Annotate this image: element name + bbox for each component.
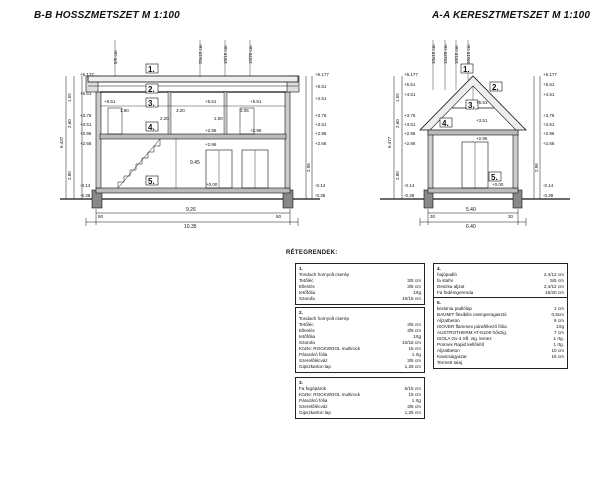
bb-span-dim: 9.45 bbox=[190, 160, 200, 166]
legend-layer-thickness: 3/5 cm bbox=[407, 278, 421, 283]
bb-bottom-dim-2: 10.35 bbox=[184, 224, 197, 230]
legend-layer-name: Közte: ROCKWOOL multirock bbox=[299, 346, 361, 351]
legend-group-5 bbox=[433, 297, 568, 369]
legend-layer-thickness: 1 cm bbox=[554, 306, 564, 311]
legend-layer-thickness: 1,25 cm bbox=[404, 410, 421, 415]
bb-floor-dim-2: 2.20 bbox=[160, 116, 169, 121]
bb-room-label-5: 5. bbox=[148, 177, 155, 186]
legend-group-3 bbox=[295, 377, 425, 419]
legend-layer-thickness: 15/20 cm bbox=[545, 290, 564, 295]
aa-wall-right bbox=[513, 128, 518, 188]
aa-attic-floor bbox=[428, 130, 518, 135]
aa-room-label-1: 1. bbox=[463, 65, 470, 74]
bb-roof-dim-3: 10/15 cm bbox=[223, 45, 228, 64]
legend-row bbox=[299, 296, 421, 302]
legend-group-number: 3. bbox=[299, 380, 303, 385]
legend-layer-thickness: 15 cm bbox=[551, 354, 564, 359]
bb-wall-left bbox=[96, 92, 101, 188]
aa-bottom-dim-1: 5.40 bbox=[466, 207, 476, 213]
aa-level-right-2: +5.51 bbox=[543, 82, 555, 87]
bb-level-right-4: +3.76 bbox=[315, 113, 327, 118]
aa-roof-dim-3: 10/15 cm bbox=[454, 45, 459, 64]
legend-layer-name: AUSTROTHERM AT-N100 hőszig. bbox=[437, 330, 508, 335]
bb-inner-level-6: +2.96 bbox=[205, 142, 217, 147]
legend-layer-thickness: 15 cm bbox=[408, 346, 421, 351]
aa-inner-level-1: +5.51 bbox=[476, 100, 488, 105]
legend-layer-name: Gipszkarton lap bbox=[299, 410, 331, 415]
aa-room-label-2: 2. bbox=[492, 83, 499, 92]
aa-floor-slab bbox=[428, 188, 518, 193]
legend-layer-thickness: 10 cm bbox=[551, 348, 564, 353]
legend-group-number: 2. bbox=[299, 310, 303, 315]
bb-level-right-3: +4.51 bbox=[315, 96, 327, 101]
legend-layer-thickness: 2,4/12 cm bbox=[543, 284, 564, 289]
legend-group-number: 1. bbox=[299, 266, 303, 271]
bb-bottom-dim-1: 9.26 bbox=[186, 207, 196, 213]
aa-level-right-6: +2.96 bbox=[543, 131, 555, 136]
legend-layer-thickness: 1rtg bbox=[413, 334, 421, 339]
bb-level-right-5: +3.51 bbox=[315, 122, 327, 127]
legend-layer-name: Aljzatbeton bbox=[437, 318, 460, 323]
legend-layer-thickness: 3/5 cm bbox=[407, 284, 421, 289]
legend-layer-thickness: 3/5 cm bbox=[407, 358, 421, 363]
aa-level-right-4: +3.76 bbox=[543, 113, 555, 118]
bb-level-left-4: +3.51 bbox=[80, 122, 92, 127]
bb-level-left-1: +6.177 bbox=[80, 72, 94, 77]
aa-level-left-1: +6.177 bbox=[404, 72, 418, 77]
bb-inner-level-7: +0.00 bbox=[206, 182, 218, 187]
legend-layer-name: Deszka aljzat bbox=[437, 284, 465, 289]
aa-level-right-9: -0.38 bbox=[543, 193, 554, 198]
legend-layer-thickness: 3/5 cm bbox=[407, 404, 421, 409]
bb-attic-floor bbox=[100, 134, 286, 139]
bb-vertical-dim-3: 2.60 bbox=[67, 119, 72, 128]
bb-roof-top bbox=[88, 76, 298, 82]
aa-level-left-3: +4.51 bbox=[404, 92, 416, 97]
aa-level-left-9: -0.38 bbox=[404, 193, 415, 198]
longitudinal-section-title: B-B HOSSZMETSZET M 1:100 bbox=[34, 10, 180, 21]
legend-layer-name: Ellenléc bbox=[299, 328, 316, 333]
legend-layer-name: kerámia padlólap bbox=[437, 306, 472, 311]
legend-layer-thickness: 1 rtg bbox=[411, 352, 421, 357]
legend-layer-thickness: 1,25 cm bbox=[404, 364, 421, 369]
aa-roof-dim-4: 10x15 cm bbox=[466, 44, 471, 64]
legend-layer-name: Pormex Rapid kellősítő bbox=[437, 342, 485, 347]
legend-layer-thickness: 3/5 cm bbox=[407, 328, 421, 333]
bb-side-dim-right: 50 bbox=[276, 214, 282, 219]
cross-section-title: A-A KERESZTMETSZET M 1:100 bbox=[432, 10, 591, 21]
legend-layer-name: Szarufa bbox=[299, 296, 315, 301]
aa-level-right-1: +6.177 bbox=[543, 72, 557, 77]
legend-group-number: 5. bbox=[437, 300, 441, 305]
aa-room-label-5: 5. bbox=[491, 173, 498, 182]
bb-inner-level-1: +5.51 bbox=[104, 99, 116, 104]
aa-level-left-8: -0.14 bbox=[404, 183, 415, 188]
aa-roof-dim-2: 15x20 cm bbox=[443, 44, 448, 64]
legend-layer-name: Tondach hornyolt cserép bbox=[299, 272, 350, 277]
legend-layer-name: Közte: ROCKWOOL multirock bbox=[299, 392, 361, 397]
bb-level-right-7: +2.66 bbox=[315, 141, 327, 146]
aa-vertical-dim-4: 2.96 bbox=[534, 163, 539, 172]
bb-side-dim-left: 50 bbox=[98, 214, 104, 219]
legend-layer-name: Aljzatbeton bbox=[437, 348, 460, 353]
bb-roof-dim-4: 15/20 cm bbox=[248, 45, 253, 64]
aa-level-left-6: +2.96 bbox=[404, 131, 416, 136]
aa-inner-level-4: +0.00 bbox=[492, 182, 504, 187]
aa-inner-level-3: +2.96 bbox=[476, 136, 488, 141]
legend-layer-thickness: 5/15 cm bbox=[404, 386, 421, 391]
aa-vertical-dim-2: 2.80 bbox=[395, 171, 400, 180]
bb-floor-slab bbox=[96, 188, 290, 193]
aa-level-right-3: +4.51 bbox=[543, 92, 555, 97]
bb-section bbox=[60, 40, 320, 226]
legend-layer-thickness: 1 rtg bbox=[411, 398, 421, 403]
legend-layer-thickness: 1rtg bbox=[413, 290, 421, 295]
legend-layer-thickness: 10/15 cm bbox=[402, 340, 421, 345]
aa-inner-level-2: +3.51 bbox=[476, 118, 488, 123]
aa-level-right-7: +2.66 bbox=[543, 141, 555, 146]
bb-level-right-1: +6.177 bbox=[315, 72, 329, 77]
aa-wall-left bbox=[428, 128, 433, 188]
bb-wall-right bbox=[285, 92, 290, 188]
bb-floor-dim-5: 3.05 bbox=[240, 108, 249, 113]
legend-layer-name: fa stafni bbox=[437, 278, 454, 283]
legend-row bbox=[437, 290, 564, 296]
bb-level-right-9: -0.38 bbox=[315, 193, 326, 198]
legend-layer-name: hajópadló bbox=[437, 272, 457, 277]
bb-inner-level-4: +2.96 bbox=[205, 128, 217, 133]
legend-layer-name: Párazáró fólia bbox=[299, 398, 328, 403]
aa-bottom-dim-2: 6.40 bbox=[466, 224, 476, 230]
bb-level-left-2: +5.51 bbox=[80, 91, 92, 96]
aa-level-left-5: +3.51 bbox=[404, 122, 416, 127]
legend-layer-thickness: 5/5 cm bbox=[550, 278, 564, 283]
bb-upper-partition-1 bbox=[168, 92, 171, 134]
aa-side-dim-right: 30 bbox=[508, 214, 514, 219]
bb-room-label-1: 1. bbox=[148, 65, 155, 74]
aa-level-left-4: +3.76 bbox=[404, 113, 416, 118]
legend-layer-name: Szerelőlécváz bbox=[299, 358, 328, 363]
legend-layer-name: tetőfólia bbox=[299, 334, 316, 339]
legend-layer-thickness: 6 cm bbox=[554, 318, 564, 323]
legend-row bbox=[299, 364, 421, 370]
bb-roof-dim-1: 5/5 cm bbox=[113, 50, 118, 64]
bb-level-left-5: +2.96 bbox=[80, 131, 92, 136]
bb-level-right-2: +5.51 bbox=[315, 84, 327, 89]
legend-layer-name: Tondach hornyolt cserép bbox=[299, 316, 350, 321]
aa-vertical-dim-3: 2.60 bbox=[395, 119, 400, 128]
legend-layer-name: Párazáró fólia bbox=[299, 352, 328, 357]
bb-level-left-3: +3.76 bbox=[80, 113, 92, 118]
bb-level-left-8: -0.38 bbox=[80, 193, 91, 198]
legend-layer-thickness: 10/15 cm bbox=[402, 296, 421, 301]
bb-vertical-dim-5: 1.55 bbox=[67, 93, 72, 102]
legend-layer-name: Tetőléc bbox=[299, 322, 314, 327]
bb-vertical-dim-1: 6.437 bbox=[59, 136, 64, 148]
bb-floor-dim-1: 1.90 bbox=[120, 108, 129, 113]
bb-inner-level-2: +5.51 bbox=[205, 99, 217, 104]
legend-layer-thickness: 0,5cm bbox=[551, 312, 564, 317]
bb-level-left-6: +2.66 bbox=[80, 141, 92, 146]
aa-side-dim-left: 30 bbox=[430, 214, 436, 219]
bb-vertical-dim-4: 2.96 bbox=[306, 163, 311, 172]
legend-layer-thickness: 1 rtg. bbox=[553, 336, 564, 341]
aa-level-right-5: +3.51 bbox=[543, 122, 555, 127]
bb-inner-level-5: +2.96 bbox=[250, 128, 262, 133]
bb-level-right-6: +2.96 bbox=[315, 131, 327, 136]
legend-layer-name: Ellenléc bbox=[299, 284, 316, 289]
legend-title: RÉTEGRENDEK: bbox=[286, 250, 338, 256]
legend-row bbox=[299, 410, 421, 416]
aa-room-label-4: 4. bbox=[442, 119, 449, 128]
aa-roof-dim-1: 10x15 cm bbox=[431, 44, 436, 64]
legend-layer-name: Gipszkarton lap bbox=[299, 364, 331, 369]
bb-upper-partition-2 bbox=[224, 92, 227, 134]
aa-level-left-7: +2.66 bbox=[404, 141, 416, 146]
aa-level-right-8: -0.14 bbox=[543, 183, 554, 188]
bb-room-label-3: 3. bbox=[148, 99, 155, 108]
bb-floor-dim-4: 2.00 bbox=[214, 116, 223, 121]
legend-layer-name: ISOLA Gv-4 Sfl. vtg. lemez bbox=[437, 336, 492, 341]
legend-layer-name: tetőfólia bbox=[299, 290, 316, 295]
legend-layer-name: ISOVER flammex párafékező fólia bbox=[437, 324, 507, 329]
bb-level-right-8: -0.14 bbox=[315, 183, 326, 188]
legend-layer-name: Fa fogópárok bbox=[299, 386, 327, 391]
aa-room-label-3: 3. bbox=[468, 101, 475, 110]
aa-vertical-dim-1: 6.477 bbox=[387, 136, 392, 148]
legend-group-1 bbox=[295, 263, 425, 305]
bb-roof-dim-2: 20x15 cm bbox=[198, 44, 203, 64]
legend-layer-name: Fa födémgerenda bbox=[437, 290, 474, 295]
aa-vertical-dim-5: 1.55 bbox=[395, 93, 400, 102]
legend-layer-thickness: 2,4/12 cm bbox=[543, 272, 564, 277]
legend-layer-name: Termett talaj bbox=[437, 360, 463, 365]
bb-level-left-7: -0.14 bbox=[80, 183, 91, 188]
bb-floor-dim-3: 3.20 bbox=[176, 108, 185, 113]
bb-room-label-2: 2. bbox=[148, 85, 155, 94]
legend-group-number: 4. bbox=[437, 266, 441, 271]
legend-layer-name: BAUMIT flexibilis csemperagasztó bbox=[437, 312, 507, 317]
legend-layer-name: Tetőléc bbox=[299, 278, 314, 283]
legend-group-2 bbox=[295, 307, 425, 373]
bb-vertical-dim-2: 2.80 bbox=[67, 171, 72, 180]
legend-layer-name: Szerelőlécváz bbox=[299, 404, 328, 409]
aa-level-left-2: +5.51 bbox=[404, 82, 416, 87]
legend-row bbox=[437, 360, 564, 366]
legend-group-4 bbox=[433, 263, 568, 299]
legend-layer-thickness: 1rtg bbox=[556, 324, 564, 329]
legend-layer-thickness: 15 cm bbox=[408, 392, 421, 397]
legend-layer-name: Kavicságyazat bbox=[437, 354, 467, 359]
legend-layer-thickness: 7 cm bbox=[554, 330, 564, 335]
legend-layer-name: Szarufa bbox=[299, 340, 315, 345]
legend-layer-thickness: 3/5 cm bbox=[407, 322, 421, 327]
bb-room-label-4: 4. bbox=[148, 123, 155, 132]
legend-layer-thickness: 1 rtg. bbox=[553, 342, 564, 347]
bb-inner-level-3: +5.51 bbox=[250, 99, 262, 104]
